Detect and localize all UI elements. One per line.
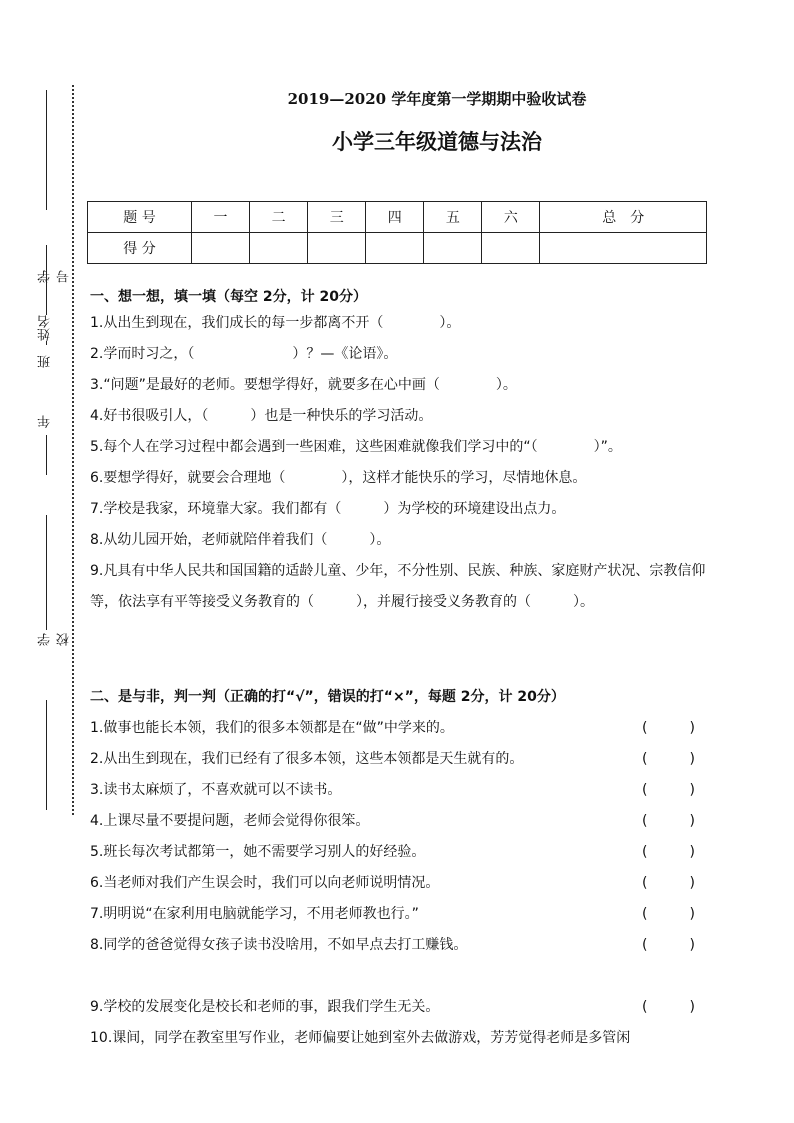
- score-cell-1[interactable]: [192, 233, 250, 264]
- judge-answer-4[interactable]: ( ): [642, 813, 695, 829]
- judge-question-1: 1.做事也能长本领，我们的很多本领都是在“做”中学来的。: [90, 720, 454, 736]
- judge-answer-3[interactable]: ( ): [642, 782, 695, 798]
- fill-question-5[interactable]: 5.每个人在学习过程中都会遇到一些困难，这些困难就像我们学习中的“（ ）”。: [90, 439, 622, 455]
- binding-margin: [0, 0, 80, 1123]
- fill-question-3[interactable]: 3.“问题”是最好的老师。要想学得好，就要多在心中画（ ）。: [90, 377, 517, 393]
- subject-title: 小学三年级道德与法治: [332, 129, 542, 154]
- section1-title: 一、想一想，填一填（每空 2分，计 20分）: [90, 289, 367, 305]
- name-field[interactable]: [36, 245, 72, 345]
- judge-answer-5[interactable]: ( ): [642, 844, 695, 860]
- header-cell-4: 四: [366, 202, 424, 233]
- score-cell-3[interactable]: [308, 233, 366, 264]
- judge-question-6: 6.当老师对我们产生误会时，我们可以向老师说明情况。: [90, 875, 440, 891]
- fill-question-7[interactable]: 7.学校是我家，环境靠大家。我们都有（ ）为学校的环境建设出点力。: [90, 501, 566, 517]
- score-cell-4[interactable]: [366, 233, 424, 264]
- exam-title: 2019—2020 学年度第一学期期中验收试卷: [287, 90, 587, 108]
- header-cell-3: 三: [308, 202, 366, 233]
- score-table: [87, 201, 707, 264]
- judge-question-8: 8.同学的爸爸觉得女孩子读书没啥用，不如早点去打工赚钱。: [90, 937, 468, 953]
- header-cell-6: 六: [482, 202, 540, 233]
- grade-label: 年: [36, 415, 60, 428]
- judge-question-7: 7.明明说“在家利用电脑就能学习，不用老师教也行。”: [90, 906, 419, 922]
- score-cell-total[interactable]: [540, 233, 707, 264]
- student-id-field[interactable]: [36, 90, 72, 283]
- score-table-header-row: [88, 202, 707, 233]
- judge-answer-6[interactable]: ( ): [642, 875, 695, 891]
- judge-answer-8[interactable]: ( ): [642, 937, 695, 953]
- fill-question-4[interactable]: 4.好书很吸引人，（ ）也是一种快乐的学习活动。: [90, 408, 433, 424]
- score-cell-6[interactable]: [482, 233, 540, 264]
- score-cell-2[interactable]: [250, 233, 308, 264]
- section2-title: 二、是与非，判一判（正确的打“√”，错误的打“×”，每题 2分，计 20分）: [90, 689, 565, 705]
- school-field[interactable]: [36, 515, 72, 646]
- judge-question-5: 5.班长每次考试都第一，她不需要学习别人的好经验。: [90, 844, 426, 860]
- score-row-label: 得 分: [88, 233, 192, 264]
- fill-question-9[interactable]: 9.凡具有中华人民共和国国籍的适龄儿童、少年，不分性别、民族、种族、家庭财产状况、宗教信仰等，依法享有平等接受义务教育的（ ），并履行接受义务教育的（ ）。: [90, 563, 706, 610]
- judge-question-10: 10.课间，同学在教室里写作业，老师偏要让她到室外去做游戏，芳芳觉得老师是多管闲: [90, 1030, 631, 1046]
- name-label: 姓名: [36, 315, 60, 341]
- header-cell-1: 一: [192, 202, 250, 233]
- header-cell-2: 二: [250, 202, 308, 233]
- judge-question-9: 9.学校的发展变化是校长和老师的事，跟我们学生无关。: [90, 999, 440, 1015]
- class-label: 班: [36, 355, 60, 368]
- judge-question-2: 2.从出生到现在，我们已经有了很多本领，这些本领都是天生就有的。: [90, 751, 524, 767]
- fill-question-2[interactable]: 2.学而时习之，（ ）？—《论语》。: [90, 346, 398, 362]
- judge-answer-2[interactable]: ( ): [642, 751, 695, 767]
- header-cell-total: 总 分: [540, 202, 707, 233]
- fill-question-1[interactable]: 1.从出生到现在，我们成长的每一步都离不开（ ）。: [90, 315, 461, 331]
- header-cell-5: 五: [424, 202, 482, 233]
- judge-question-3: 3.读书太麻烦了，不喜欢就可以不读书。: [90, 782, 342, 798]
- binding-cut-line: [72, 85, 74, 815]
- score-cell-5[interactable]: [424, 233, 482, 264]
- fill-question-8[interactable]: 8.从幼儿园开始，老师就陪伴着我们（ ）。: [90, 532, 391, 548]
- binding-extra-line: [36, 700, 60, 810]
- judge-answer-9[interactable]: ( ): [642, 999, 695, 1015]
- fill-question-6[interactable]: 6.要想学得好，就要会合理地（ ），这样才能快乐的学习，尽情地休息。: [90, 470, 587, 486]
- class-field[interactable]: [36, 355, 60, 385]
- judge-answer-7[interactable]: ( ): [642, 906, 695, 922]
- score-table-score-row: [88, 233, 707, 264]
- grade-field[interactable]: [36, 395, 60, 475]
- judge-question-4: 4.上课尽量不要提问题，老师会觉得你很笨。: [90, 813, 370, 829]
- student-id-label: 学号: [38, 270, 72, 283]
- judge-answer-1[interactable]: ( ): [642, 720, 695, 736]
- header-cell-label: 题 号: [88, 202, 192, 233]
- school-label: 学校: [38, 633, 72, 646]
